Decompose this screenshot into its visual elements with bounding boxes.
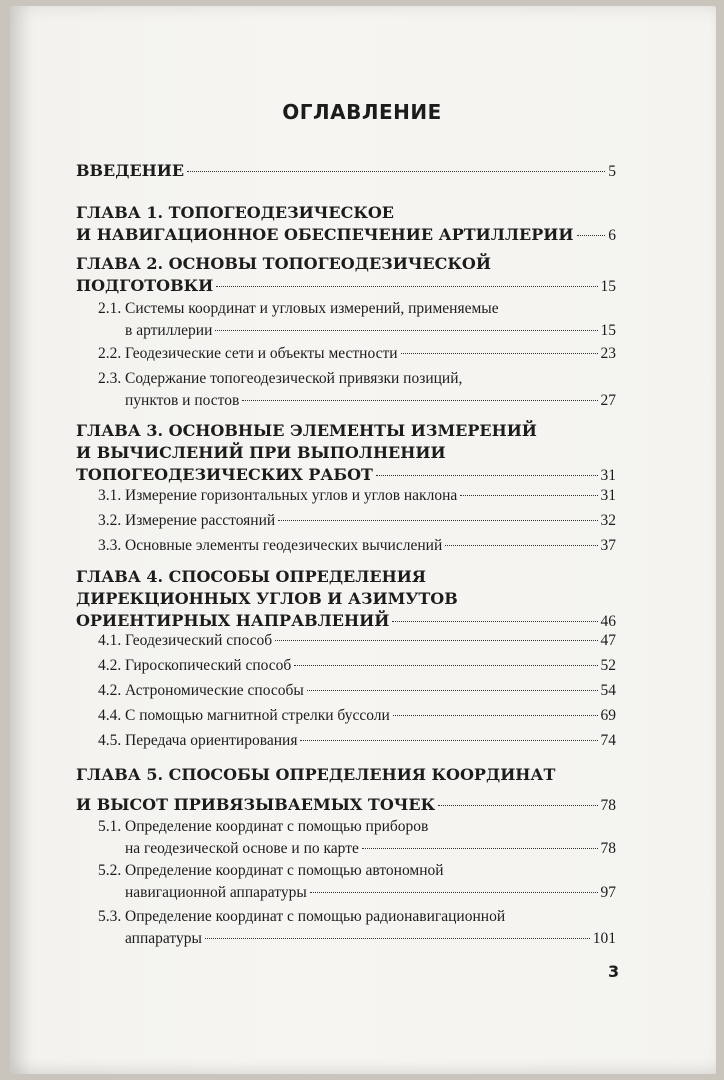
toc-title: ОГЛАВЛЕНИЕ — [282, 100, 442, 124]
toc-entry-section-5-1 — [76, 816, 616, 860]
toc-entry-section-4-2 — [76, 655, 616, 677]
section-title-line: Измерение расстояний — [125, 512, 276, 529]
section-title-line: Передача ориентирования — [125, 732, 298, 749]
section-title-line: Геодезические сети и объекты местности — [125, 345, 398, 362]
section-title-line: навигационной аппаратуры — [125, 884, 307, 901]
page-ref: 37 — [600, 537, 616, 554]
toc-entry-section-4-1 — [76, 630, 616, 652]
leader-dots — [577, 235, 606, 236]
section-title-line: Геодезический способ — [125, 632, 273, 649]
toc-entry-chapter-4 — [76, 566, 616, 633]
page-ref: 31 — [600, 467, 616, 484]
table-of-contents — [76, 0, 616, 1080]
page-ref: 47 — [600, 632, 616, 649]
section-title-line: аппаратуры — [125, 930, 202, 947]
leader-dots — [242, 400, 597, 401]
toc-entry-section-3-2 — [76, 510, 616, 532]
chapter-title-line: ГЛАВА 3. ОСНОВНЫЕ ЭЛЕМЕНТЫ ИЗМЕРЕНИЙ — [76, 421, 537, 440]
section-title-line: Определение координат с помощью приборов — [125, 818, 429, 835]
chapter-title-line: ДИРЕКЦИОННЫХ УГЛОВ И АЗИМУТОВ — [76, 589, 458, 608]
toc-entry-section-4-3 — [76, 680, 616, 702]
leader-dots — [294, 665, 597, 666]
toc-entry-section-5-3 — [76, 906, 616, 950]
toc-entry-section-4-4 — [76, 705, 616, 727]
section-number: 3.3. — [98, 537, 122, 554]
chapter-title-line: ГЛАВА 2. ОСНОВЫ ТОПОГЕОДЕЗИЧЕСКОЙ — [76, 254, 491, 273]
section-title-line: на геодезической основе и по карте — [125, 840, 359, 857]
toc-entry-section-3-1 — [76, 485, 616, 507]
section-number: 2.1. — [98, 300, 122, 317]
page-ref: 52 — [600, 657, 616, 674]
page-ref: 31 — [600, 487, 616, 504]
section-title-line: в артиллерии — [125, 322, 213, 339]
section-title-line: С помощью магнитной стрелки буссоли — [125, 707, 390, 724]
toc-entry-section-4-5 — [76, 730, 616, 752]
toc-entry-chapter-5 — [76, 764, 616, 817]
section-number: 5.2. — [98, 862, 122, 879]
page-ref: 54 — [600, 682, 616, 699]
leader-dots — [438, 805, 597, 806]
chapter-title-line: ГЛАВА 1. ТОПОГЕОДЕЗИЧЕСКОЕ — [76, 203, 394, 222]
section-title-line: Содержание топогеодезической привязки позиций, — [125, 370, 463, 387]
toc-entry-chapter-1 — [76, 202, 616, 247]
toc-entry-chapter-2 — [76, 253, 616, 298]
section-title-line: Определение координат с помощью радионавигационной — [125, 908, 506, 925]
section-number: 3.1. — [98, 487, 122, 504]
chapter-title-line: И НАВИГАЦИОННОЕ ОБЕСПЕЧЕНИЕ АРТИЛЛЕРИИ — [76, 225, 574, 244]
toc-entry-section-2-3 — [76, 368, 616, 412]
page-ref: 78 — [600, 797, 616, 814]
section-title-line: Определение координат с помощью автономной — [125, 862, 444, 879]
leader-dots — [278, 520, 597, 521]
section-number: 4.1. — [98, 632, 122, 649]
leader-dots — [307, 690, 598, 691]
chapter-title-line: ГЛАВА 4. СПОСОБЫ ОПРЕДЕЛЕНИЯ — [76, 567, 426, 586]
toc-entry-introduction — [76, 160, 616, 183]
page-ref: 23 — [600, 345, 616, 362]
toc-entry-section-2-1 — [76, 298, 616, 342]
entry-label: ВВЕДЕНИЕ — [76, 161, 185, 180]
leader-dots — [392, 621, 597, 622]
page-ref: 69 — [600, 707, 616, 724]
chapter-title-line: И ВЫЧИСЛЕНИЙ ПРИ ВЫПОЛНЕНИИ — [76, 443, 446, 462]
chapter-title-line: ОРИЕНТИРНЫХ НАПРАВЛЕНИЙ — [76, 611, 390, 630]
page-ref: 74 — [600, 732, 616, 749]
chapter-title-line: И ВЫСОТ ПРИВЯЗЫВАЕМЫХ ТОЧЕК — [76, 795, 436, 814]
page-ref: 32 — [600, 512, 616, 529]
toc-entry-section-3-3 — [76, 535, 616, 557]
section-number: 5.1. — [98, 818, 122, 835]
page-ref: 5 — [608, 163, 616, 180]
section-number: 5.3. — [98, 908, 122, 925]
section-number: 4.4. — [98, 707, 122, 724]
leader-dots — [215, 330, 597, 331]
leader-dots — [393, 715, 598, 716]
leader-dots — [205, 938, 590, 939]
page-ref: 101 — [592, 930, 616, 947]
page-number: 3 — [608, 962, 620, 981]
section-number: 3.2. — [98, 512, 122, 529]
leader-dots — [376, 475, 598, 476]
chapter-title-line: ГЛАВА 5. СПОСОБЫ ОПРЕДЕЛЕНИЯ КООРДИНАТ — [76, 765, 556, 784]
section-title-line: Основные элементы геодезических вычислений — [125, 537, 443, 554]
leader-dots — [187, 171, 605, 172]
leader-dots — [300, 740, 597, 741]
section-title-line: пунктов и постов — [125, 392, 240, 409]
leader-dots — [362, 848, 598, 849]
section-title-line: Системы координат и угловых измерений, применяемые — [125, 300, 499, 317]
section-number: 4.2. — [98, 682, 122, 699]
toc-entry-section-5-2 — [76, 860, 616, 904]
page-ref: 15 — [600, 278, 616, 295]
section-title-line: Гироскопический способ — [125, 657, 292, 674]
leader-dots — [460, 495, 597, 496]
page-ref: 46 — [600, 613, 616, 630]
section-title-line: Астрономические способы — [125, 682, 304, 699]
chapter-title-line: ПОДГОТОВКИ — [76, 276, 214, 295]
section-title-line: Измерение горизонтальных углов и углов наклона — [125, 487, 458, 504]
toc-entry-section-2-2 — [76, 343, 616, 365]
leader-dots — [445, 545, 597, 546]
section-number: 2.2. — [98, 345, 122, 362]
page-ref: 6 — [608, 227, 616, 244]
leader-dots — [216, 286, 597, 287]
section-number: 4.5. — [98, 732, 122, 749]
toc-entry-chapter-3 — [76, 420, 616, 487]
page-ref: 27 — [600, 392, 616, 409]
section-number: 4.2. — [98, 657, 122, 674]
leader-dots — [310, 892, 598, 893]
leader-dots — [401, 353, 598, 354]
chapter-title-line: ТОПОГЕОДЕЗИЧЕСКИХ РАБОТ — [76, 465, 373, 484]
section-number: 2.3. — [98, 370, 122, 387]
page-ref: 78 — [600, 840, 616, 857]
leader-dots — [275, 640, 597, 641]
page-ref: 15 — [600, 322, 616, 339]
page-ref: 97 — [600, 884, 616, 901]
